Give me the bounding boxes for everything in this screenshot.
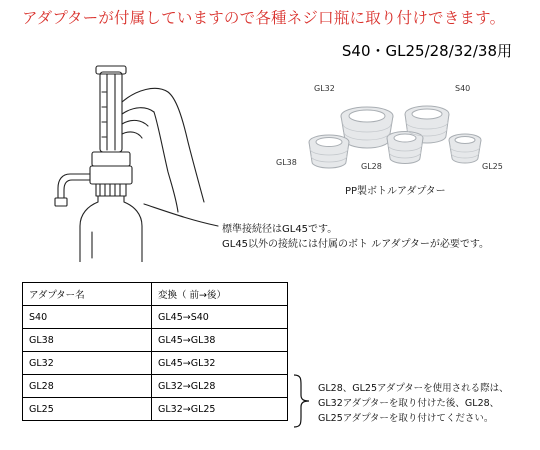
- table-cell-adapter: GL32: [23, 352, 152, 375]
- table-cell-conversion: GL45→S40: [152, 306, 288, 329]
- connection-note-line-2: GL45以外の接続には付属のボト ルアダプターが必要です。: [222, 239, 490, 250]
- adapter-usage-note-line-2: GL32アダプターを取り付けた後、GL28、: [318, 398, 500, 409]
- table-cell-adapter: GL25: [23, 398, 152, 421]
- adapter-label-gl25: GL25: [482, 162, 503, 171]
- table-cell-adapter: GL28: [23, 375, 152, 398]
- table-cell-conversion: GL32→GL25: [152, 398, 288, 421]
- column-header-conversion: 変換（ 前→後）: [152, 283, 288, 306]
- table-cell-conversion: GL32→GL28: [152, 375, 288, 398]
- headline: アダプターが付属していますので各種ネジ口瓶に取り付けできます。: [22, 9, 506, 27]
- table-row: [23, 398, 288, 421]
- table-row: [23, 329, 288, 352]
- table-row: [23, 352, 288, 375]
- adapter-usage-note-line-1: GL28、GL25アダプターを使用される際は、: [318, 383, 509, 394]
- table-cell-conversion: GL45→GL38: [152, 329, 288, 352]
- table-header-row: [23, 283, 288, 306]
- table-row: [23, 375, 288, 398]
- connection-note: [222, 222, 489, 252]
- table-row: [23, 306, 288, 329]
- dispenser-illustration: [18, 62, 223, 262]
- connection-note-line-1: 標準接続径はGL45です。: [222, 224, 338, 235]
- adapter-label-gl38: GL38: [276, 158, 297, 167]
- adapter-usage-note: [318, 381, 509, 426]
- adapter-label-gl28: GL28: [361, 162, 382, 171]
- table-cell-adapter: S40: [23, 306, 152, 329]
- adapter-caption: PP製ボトルアダプター: [345, 186, 446, 197]
- adapter-label-gl32: GL32: [314, 84, 335, 93]
- adapters-illustration: [285, 78, 515, 178]
- table-cell-conversion: GL45→GL32: [152, 352, 288, 375]
- table-cell-adapter: GL38: [23, 329, 152, 352]
- adapter-conversion-table: [22, 282, 288, 421]
- curly-brace-icon: [291, 373, 313, 429]
- column-header-adapter: アダプター名: [23, 283, 152, 306]
- adapter-label-s40: S40: [455, 84, 471, 93]
- compatible-sizes: S40・GL25/28/32/38用: [341, 42, 512, 60]
- adapter-usage-note-line-3: GL25アダプターを取り付けてください。: [318, 413, 494, 424]
